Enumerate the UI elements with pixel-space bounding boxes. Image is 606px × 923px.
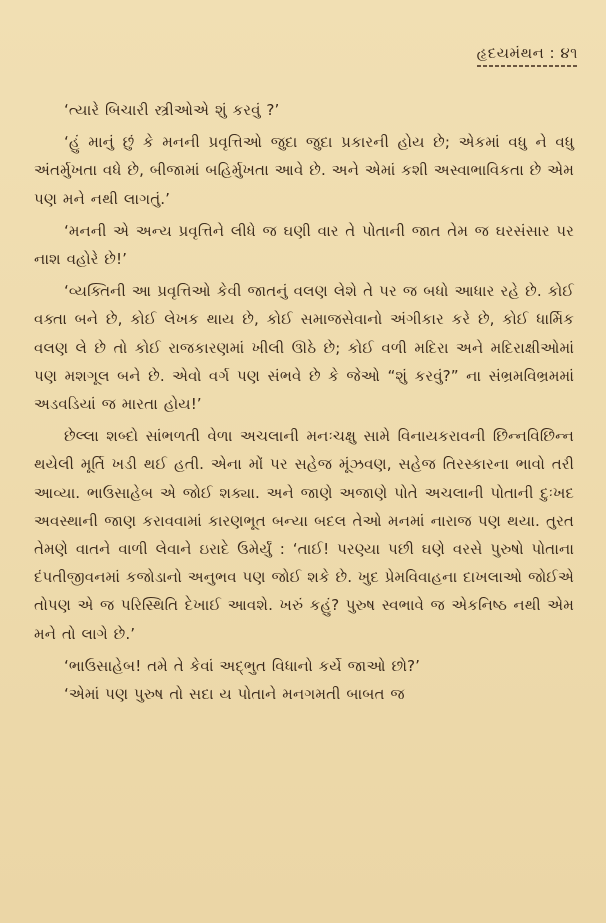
paragraph: ‘હું માનું છું કે મનની પ્રવૃત્તિઓ જુદા જુદા પ્રકારની હોય છે; એકમાં વધુ ને વધુ અંતર્મુખતા વધે છે, બીજામાં બહિર્મુખતા આવે છે. અને એમાં કશી અસ્વાભાવિકતા છે એમ પણ મને નથી લાગતું.’ [34, 133, 574, 208]
running-head-rule [477, 65, 578, 67]
running-head-text: હૃદયમંથન : ૪૧ [476, 44, 578, 62]
paragraph: ‘વ્યક્તિની આ પ્રવૃત્તિઓ કેવી જાતનું વલણ લેશે તે પર જ બધો આધાર રહે છે. કોઈ વક્તા બને છે, કોઈ લેખક થાય છે, કોઈ સમાજસેવાનો અંગીકાર કરે છે, કોઈ ધાર્મિક વલણ લે છે તો કોઈ રાજકારણમાં ખીલી ઊઠે છે; કોઈ વળી મદિરા અને મદિરાક્ષીઓમાં પણ મશગૂલ બને છે. એવો વર્ગ પણ સંભવે છે કે જેઓ “શું કરવું?” ના સંભ્રમવિભ્રમમાં અડવડિયાં જ મારતા હોય!’ [34, 282, 574, 414]
paragraph: ‘એમાં પણ પુરુષ તો સદા ય પોતાને મનગમતી બાબત જ [64, 685, 405, 704]
paragraph: છેલ્લા શબ્દો સાંભળતી વેળા અચલાની મનઃચક્ષુ સામે વિનાયકરાવની છિન્નવિછિન્ન થયેલી મૂર્તિ ખડી થઈ હતી. એના મોં પર સહેજ મૂંઝવણ, સહેજ તિરસ્કારના ભાવો તરી આવ્યા. ભાઉસાહેબ એ જોઈ શક્યા. અને જાણે અજાણે પોતે અચલાની પોતાની દુઃખદ અવસ્થાની જાણ કરાવવામાં કારણભૂત બન્યા બદલ તેઓ મનમાં નારાજ પણ થયા. તુરત તેમણે વાતને વાળી લેવાને ઇરાદે ઉમેર્યું : ‘તાઈ! પરણ્યા પછી ઘણે વરસે પુરુષો પોતાના દંપતીજીવનમાં કજોડાનો અનુભવ પણ જોઈ શકે છે. ખુદ પ્રેમવિવાહના દાખલાઓ જોઈએ તોપણ એ જ પરિસ્થિતિ દેખાઈ આવશે. ખરું કહું? પુરુષ સ્વભાવે જ એકનિષ્ઠ નથી એમ મને તો લાગે છે.’ [34, 427, 574, 643]
body-text [34, 96, 574, 708]
paragraph: ‘મનની એ અન્ય પ્રવૃત્તિને લીધે જ ઘણી વાર તે પોતાની જાત તેમ જ ઘરસંસાર પર નાશ વહોરે છે!’ [34, 221, 574, 269]
running-head [477, 44, 578, 71]
paragraph: ‘ભાઉસાહેબ! તમે તે કેવાં અદ્ભુત વિધાનો કર્યે જાઓ છો?’ [64, 656, 420, 675]
paragraph: ‘ત્યારે બિચારી સ્ત્રીઓએ શું કરવું ?’ [64, 101, 280, 119]
